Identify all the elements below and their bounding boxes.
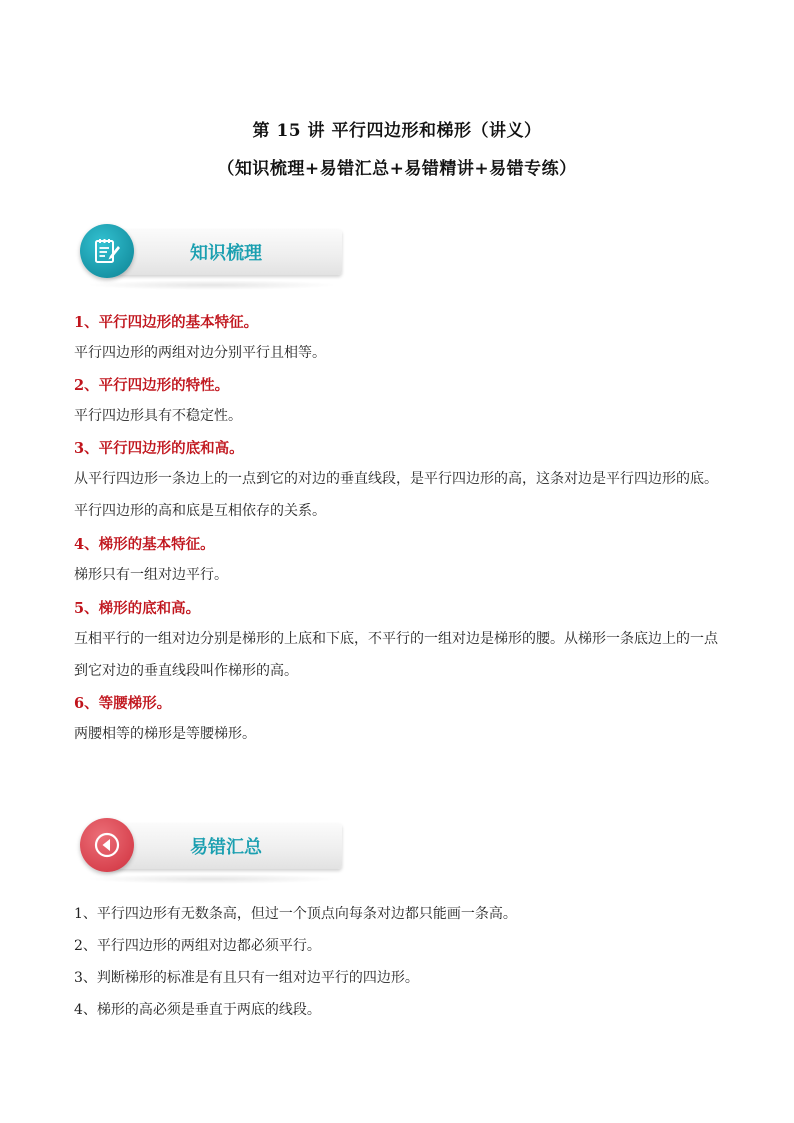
knowledge-body-6: 两腰相等的梯形是等腰梯形。 bbox=[74, 726, 256, 742]
lecture-subtitle: （知识梳理+易错汇总+易错精讲+易错专练） bbox=[217, 159, 577, 179]
knowledge-heading-2: 2、平行四边形的特性。 bbox=[74, 377, 230, 394]
back-arrow-icon bbox=[80, 818, 134, 872]
knowledge-heading-3: 3、平行四边形的底和高。 bbox=[74, 440, 244, 457]
knowledge-body-4: 梯形只有一组对边平行。 bbox=[74, 567, 228, 583]
knowledge-body-1: 平行四边形的两组对边分别平行且相等。 bbox=[74, 345, 326, 361]
mistake-item-3: 3、判断梯形的标准是有且只有一组对边平行的四边形。 bbox=[74, 970, 419, 986]
mistakes-banner-label: 易错汇总 bbox=[190, 837, 262, 858]
knowledge-section-banner bbox=[80, 226, 342, 276]
mistake-item-4: 4、梯形的高必须是垂直于两底的线段。 bbox=[74, 1002, 321, 1018]
lecture-title: 第 15 讲 平行四边形和梯形（讲义） bbox=[252, 121, 542, 141]
mistakes-section-banner bbox=[80, 820, 342, 870]
mistake-item-2: 2、平行四边形的两组对边都必须平行。 bbox=[74, 938, 321, 954]
knowledge-body-2: 平行四边形具有不稳定性。 bbox=[74, 408, 242, 424]
knowledge-body-5: 互相平行的一组对边分别是梯形的上底和下底，不平行的一组对边是梯形的腰。从梯形一条底边上的一点到它对边的垂直线段叫作梯形的高。 bbox=[74, 631, 718, 679]
notepad-pencil-icon bbox=[80, 224, 134, 278]
knowledge-heading-4: 4、梯形的基本特征。 bbox=[74, 536, 215, 553]
knowledge-heading-6: 6、等腰梯形。 bbox=[74, 695, 172, 712]
knowledge-heading-1: 1、平行四边形的基本特征。 bbox=[74, 314, 259, 331]
knowledge-body-3: 从平行四边形一条边上的一点到它的对边的垂直线段，是平行四边形的高，这条对边是平行四边形的底。平行四边形的高和底是互相依存的关系。 bbox=[74, 471, 718, 519]
knowledge-banner-label: 知识梳理 bbox=[190, 243, 262, 264]
knowledge-heading-5: 5、梯形的底和高。 bbox=[74, 600, 201, 617]
mistake-item-1: 1、平行四边形有无数条高，但过一个顶点向每条对边都只能画一条高。 bbox=[74, 906, 517, 922]
